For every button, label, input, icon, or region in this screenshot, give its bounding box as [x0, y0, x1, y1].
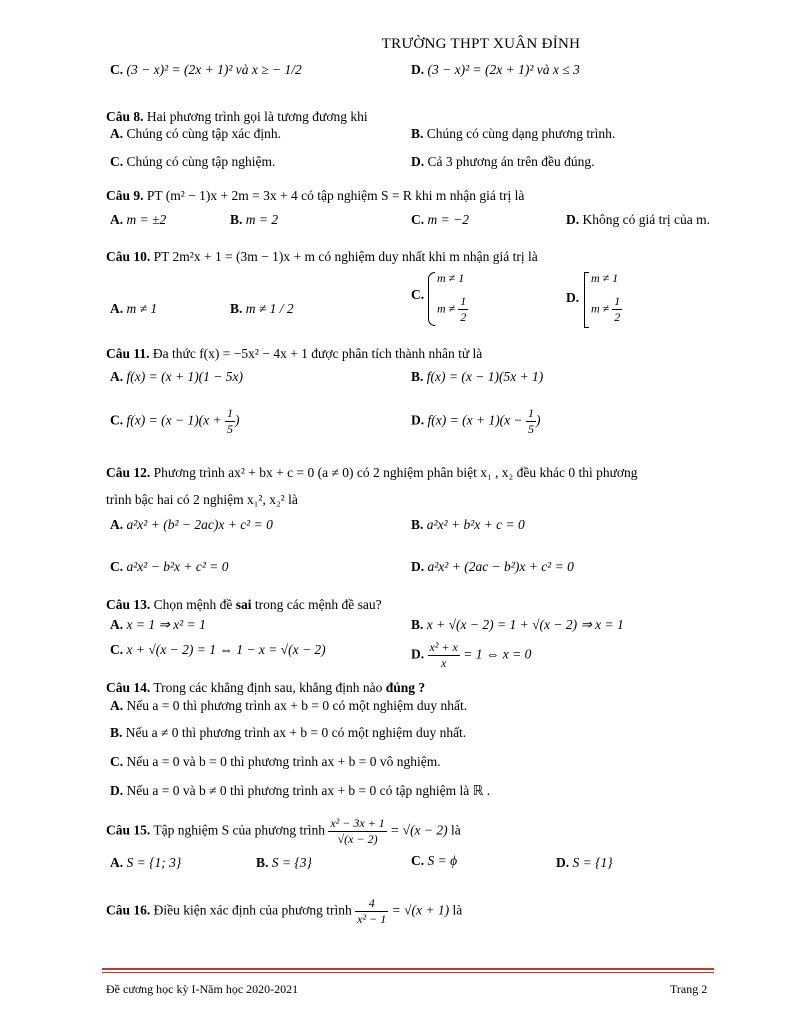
q13-option-c — [110, 642, 326, 658]
footer-course-title: Đề cương học kỳ I-Năm học 2020-2021 — [106, 982, 299, 996]
q10-d-line2 — [591, 294, 622, 325]
q7-c-text: (3 − x)² = (2x + 1)² và x ≥ − 1/2 — [126, 62, 302, 77]
q14-text-bold: đúng ? — [385, 680, 426, 695]
q15-c-text: S = ϕ — [427, 853, 458, 868]
q16-eq-den: x² − 1 — [357, 912, 387, 926]
q13-d-num: x² + x — [429, 640, 458, 654]
q8-d-text: Cả 3 phương án trên đều đúng. — [427, 154, 595, 169]
q9-c-label: C. — [411, 212, 425, 227]
q11-c-fraction — [225, 406, 235, 437]
q8-option-b — [411, 126, 615, 142]
q12-question-line2: trình bậc hai có 2 nghiệm x₁², x₂² là — [106, 492, 298, 507]
q12-option-a — [110, 517, 273, 533]
q9-a-label: A. — [110, 212, 124, 227]
q13-d-den: x — [441, 656, 447, 670]
q13-d-fraction — [428, 640, 460, 671]
q8-option-c — [110, 154, 275, 170]
q16-text-post: là — [452, 902, 463, 918]
q10-c-line1: m ≠ 1 — [437, 271, 465, 285]
q16-question — [106, 896, 462, 927]
q14-a-text: Nếu a = 0 thì phương trình ax + b = 0 có một nghiệm duy nhất. — [126, 698, 468, 713]
q11-c-post: ) — [235, 412, 240, 428]
q10-c-line2 — [437, 294, 468, 325]
q8-option-d — [411, 154, 595, 170]
q15-option-b — [256, 855, 312, 871]
q8-option-a — [110, 126, 281, 142]
q10-d-label: D. — [566, 290, 580, 305]
q11-option-a — [110, 369, 243, 385]
q15-c-label: C. — [411, 853, 425, 868]
q10-c-num: 1 — [460, 294, 467, 308]
q10-c-fraction — [458, 294, 468, 325]
q9-a-text: m = ±2 — [126, 212, 167, 227]
q15-option-d — [556, 855, 613, 871]
q15-eq-den: √(x − 2) — [337, 832, 378, 846]
q13-text-pre: Chọn mệnh đề — [153, 597, 236, 612]
q11-c-num: 1 — [227, 406, 234, 420]
q10-c-den: 2 — [460, 310, 467, 324]
q14-question — [106, 680, 425, 696]
q16-equation-fraction — [355, 896, 388, 927]
q15-a-label: A. — [110, 855, 124, 870]
q16-text-pre: Điều kiện xác định của phương trình — [153, 902, 352, 918]
q7-d-label: D. — [411, 62, 425, 77]
q10-b-text: m ≠ 1 / 2 — [245, 301, 294, 316]
q10-c-line2-pre: m ≠ — [437, 301, 456, 316]
q9-question — [106, 188, 524, 204]
q12-option-d — [411, 559, 574, 575]
q10-option-a — [110, 301, 157, 317]
q13-text-bold: sai — [235, 597, 252, 612]
q13-c-text: x + √(x − 2) = 1 ⇔ 1 − x = √(x − 2) — [126, 642, 326, 657]
q11-d-fraction — [526, 406, 536, 437]
q11-c-pre: f(x) = (x − 1)(x + — [126, 412, 222, 428]
q11-d-post: ) — [536, 412, 541, 428]
q11-question — [106, 346, 482, 362]
q13-b-label: B. — [411, 617, 424, 632]
q12-option-c — [110, 559, 229, 575]
q8-a-text: Chúng có cùng tập xác định. — [126, 126, 281, 141]
q12-option-b — [411, 517, 525, 533]
q9-option-d — [566, 212, 710, 228]
q12-d-label: D. — [411, 559, 425, 574]
q13-text-post: trong các mệnh đề sau? — [251, 597, 382, 612]
q12-b-text: a²x² + b²x + c = 0 — [426, 517, 525, 532]
q9-text: PT (m² − 1)x + 2m = 3x + 4 có tập nghiệm S = R khi m nhận giá trị là — [146, 188, 525, 203]
q13-option-b — [411, 617, 624, 633]
q15-b-text: S = {3} — [271, 855, 312, 870]
q8-text: Hai phương trình gọi là tương đương khi — [146, 109, 368, 124]
q14-option-b — [110, 725, 466, 741]
q15-a-text: S = {1; 3} — [126, 855, 182, 870]
q15-option-a — [110, 855, 181, 871]
q14-c-text: Nếu a = 0 và b = 0 thì phương trình ax + b = 0 vô nghiệm. — [126, 754, 441, 769]
q13-a-text: x = 1 ⇒ x² = 1 — [126, 617, 206, 632]
q11-c-label: C. — [110, 412, 124, 428]
q12-question-line1 — [106, 465, 638, 481]
q10-c-label: C. — [411, 287, 425, 302]
q14-c-label: C. — [110, 754, 124, 769]
q9-d-text: Không có giá trị của m. — [582, 212, 710, 227]
q12-text1: Phương trình ax² + bx + c = 0 (a ≠ 0) có 2 nghiệm phân biệt x₁ , x₂ đều khác 0 thì phương — [153, 465, 638, 480]
q14-number: Câu 14. — [106, 680, 151, 695]
q9-c-text: m = −2 — [427, 212, 469, 227]
q10-d-bracket — [584, 272, 589, 328]
q9-option-a — [110, 212, 166, 228]
q8-a-label: A. — [110, 126, 124, 141]
q7-option-d — [411, 62, 580, 78]
q8-c-label: C. — [110, 154, 124, 169]
q15-eq-num: x² − 3x + 1 — [330, 816, 385, 830]
q7-c-label: C. — [110, 62, 124, 77]
q14-d-label: D. — [110, 783, 124, 798]
q10-question — [106, 249, 538, 265]
q10-d-line1: m ≠ 1 — [591, 271, 619, 285]
q15-b-label: B. — [256, 855, 269, 870]
q10-d-fraction — [612, 294, 622, 325]
q11-d-den: 5 — [528, 422, 535, 436]
q14-option-d — [110, 783, 490, 799]
footer-rule-thick — [102, 968, 714, 970]
q11-a-label: A. — [110, 369, 124, 384]
q9-d-label: D. — [566, 212, 580, 227]
q13-option-a — [110, 617, 206, 633]
q15-text-pre: Tập nghiệm S của phương trình — [153, 822, 325, 838]
q10-option-b — [230, 301, 294, 317]
q9-b-label: B. — [230, 212, 243, 227]
q13-option-d — [411, 640, 531, 671]
q16-eq-num: 4 — [355, 896, 388, 912]
q13-c-label: C. — [110, 642, 124, 657]
q12-number: Câu 12. — [106, 465, 151, 480]
q12-a-label: A. — [110, 517, 124, 532]
q7-option-c — [110, 62, 302, 78]
q10-b-label: B. — [230, 301, 243, 316]
q13-question — [106, 597, 382, 613]
q14-a-label: A. — [110, 698, 124, 713]
footer-rule-thin — [102, 972, 714, 973]
q15-text-post: là — [451, 822, 461, 838]
q10-option-c-label — [411, 287, 424, 303]
q15-equation-fraction — [328, 816, 386, 847]
q12-a-text: a²x² + (b² − 2ac)x + c² = 0 — [126, 517, 273, 532]
q11-d-pre: f(x) = (x + 1)(x − — [427, 412, 523, 428]
q11-b-label: B. — [411, 369, 424, 384]
q10-a-text: m ≠ 1 — [126, 301, 158, 316]
q14-option-c — [110, 754, 441, 770]
q15-option-c — [411, 853, 457, 869]
q9-number: Câu 9. — [106, 188, 144, 203]
q13-a-label: A. — [110, 617, 124, 632]
q11-option-d — [411, 406, 541, 437]
q14-d-text: Nếu a = 0 và b ≠ 0 thì phương trình ax + b = 0 có tập nghiệm là ℝ . — [126, 783, 491, 798]
q14-b-label: B. — [110, 725, 123, 740]
q15-eq-post: = √(x − 2) — [390, 822, 448, 838]
q16-number: Câu 16. — [106, 902, 151, 918]
q11-option-b — [411, 369, 543, 385]
q10-d-num: 1 — [614, 294, 621, 308]
q12-c-label: C. — [110, 559, 124, 574]
q9-option-b — [230, 212, 278, 228]
q12-d-text: a²x² + (2ac − b²)x + c² = 0 — [427, 559, 574, 574]
q8-c-text: Chúng có cùng tập nghiệm. — [126, 154, 276, 169]
q16-eq-post: = √(x + 1) — [391, 902, 450, 918]
q13-b-text: x + √(x − 2) = 1 + √(x − 2) ⇒ x = 1 — [426, 617, 624, 632]
q14-option-a — [110, 698, 467, 714]
q10-c-brace — [428, 272, 435, 326]
q7-d-text: (3 − x)² = (2x + 1)² và x ≤ 3 — [427, 62, 580, 77]
q15-d-label: D. — [556, 855, 570, 870]
q11-d-label: D. — [411, 412, 425, 428]
q8-question — [106, 109, 368, 125]
q11-a-text: f(x) = (x + 1)(1 − 5x) — [126, 369, 244, 384]
q10-a-label: A. — [110, 301, 124, 316]
footer-page-number: Trang 2 — [670, 982, 708, 996]
q11-text: Đa thức f(x) = −5x² − 4x + 1 được phân tích thành nhân tử là — [152, 346, 483, 361]
q8-d-label: D. — [411, 154, 425, 169]
q15-number: Câu 15. — [106, 822, 151, 838]
q15-question — [106, 816, 461, 847]
q11-number: Câu 11. — [106, 346, 150, 361]
q12-b-label: B. — [411, 517, 424, 532]
q9-b-text: m = 2 — [245, 212, 279, 227]
q8-number: Câu 8. — [106, 109, 144, 124]
q11-option-c — [110, 406, 240, 437]
q13-d-post: = 1 ⇔ x = 0 — [463, 646, 532, 662]
q10-number: Câu 10. — [106, 249, 151, 264]
q14-text-pre: Trong các khẳng định sau, khẳng định nào — [153, 680, 386, 695]
q11-b-text: f(x) = (x − 1)(5x + 1) — [426, 369, 544, 384]
q8-b-text: Chúng có cùng dạng phương trình. — [426, 126, 616, 141]
q15-d-text: S = {1} — [572, 855, 613, 870]
q13-number: Câu 13. — [106, 597, 151, 612]
q10-d-line2-pre: m ≠ — [591, 301, 610, 316]
q10-text: PT 2m²x + 1 = (3m − 1)x + m có nghiệm duy nhất khi m nhận giá trị là — [153, 249, 538, 264]
q14-b-text: Nếu a ≠ 0 thì phương trình ax + b = 0 có một nghiệm duy nhất. — [125, 725, 467, 740]
q13-d-label: D. — [411, 646, 425, 662]
q11-c-den: 5 — [227, 422, 234, 436]
q10-d-den: 2 — [614, 310, 621, 324]
school-header: TRƯỜNG THPT XUÂN ĐỈNH — [381, 36, 581, 52]
q12-c-text: a²x² − b²x + c² = 0 — [126, 559, 229, 574]
q9-option-c — [411, 212, 469, 228]
q10-option-d-label — [566, 290, 579, 306]
q8-b-label: B. — [411, 126, 424, 141]
q11-d-num: 1 — [528, 406, 535, 420]
